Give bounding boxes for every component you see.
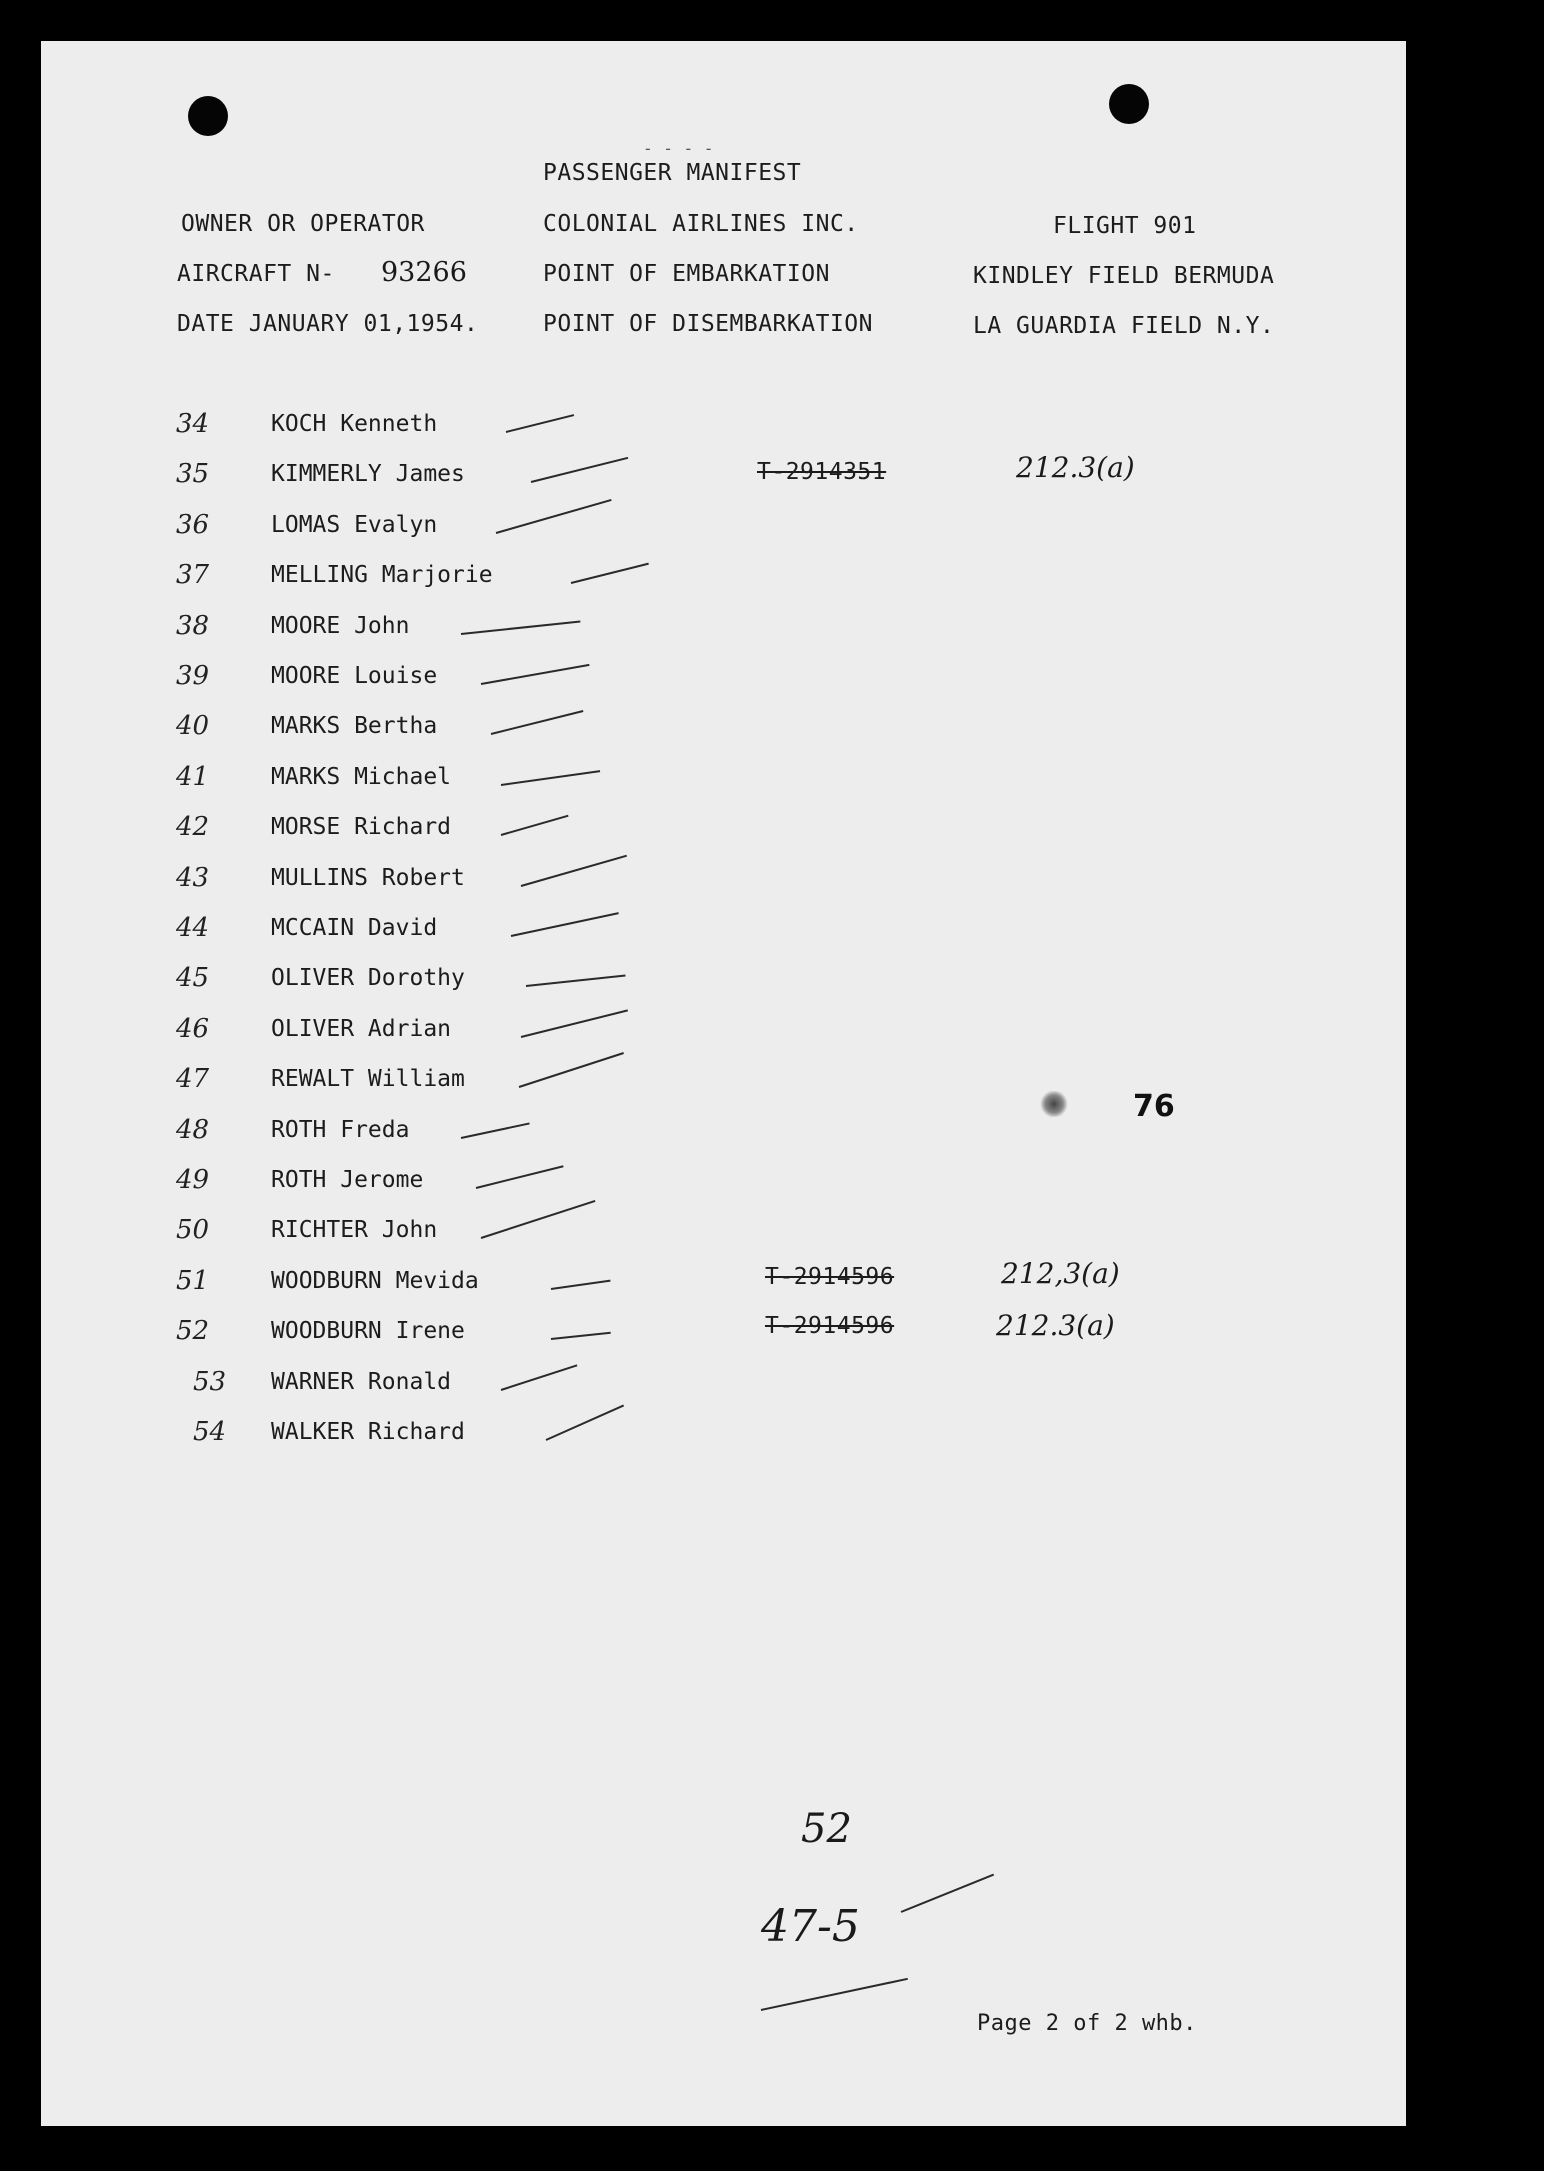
passenger-name: OLIVER Adrian [271, 1015, 452, 1042]
page-footer: Page 2 of 2 whb. [977, 2011, 1197, 2036]
passenger-name: MORSE Richard [271, 814, 452, 841]
check-mark [461, 620, 581, 635]
page-title: PASSENGER MANIFEST [543, 160, 802, 186]
punch-hole-left [188, 96, 228, 136]
check-mark [571, 563, 649, 584]
passenger-number: 52 [176, 1316, 210, 1347]
check-mark [511, 912, 619, 937]
passenger-number: 50 [176, 1215, 210, 1246]
pencil-stroke [901, 1874, 994, 1913]
passenger-row [41, 913, 1341, 953]
manifest-page [41, 41, 1406, 2126]
stamp-smudge [1039, 1091, 1069, 1117]
check-mark [481, 664, 590, 685]
check-mark [501, 815, 569, 836]
regulation-code: 212.3(a) [1016, 451, 1135, 484]
check-mark [521, 1009, 628, 1038]
check-mark [506, 414, 574, 433]
passenger-name: LOMAS Evalyn [271, 511, 438, 538]
passenger-number: 37 [176, 560, 210, 591]
passenger-name: MOORE John [271, 612, 410, 639]
passenger-number: 36 [176, 509, 210, 540]
passenger-row [41, 711, 1341, 751]
passenger-row [41, 1014, 1341, 1054]
disembarkation-value: LA GUARDIA FIELD N.Y. [973, 313, 1275, 339]
passenger-number: 39 [176, 661, 210, 691]
passenger-name: OLIVER Dorothy [271, 965, 465, 992]
ticket-number: T-2914351 [757, 459, 887, 485]
passenger-row [41, 812, 1341, 852]
passenger-number: 49 [176, 1165, 210, 1195]
aircraft-label: AIRCRAFT N- [177, 261, 335, 287]
passenger-row [41, 1417, 1341, 1457]
check-mark [501, 1364, 578, 1391]
passenger-row [41, 1266, 1341, 1306]
check-mark [526, 975, 626, 987]
check-mark [551, 1279, 611, 1289]
passenger-number: 41 [176, 761, 210, 792]
passenger-row [41, 963, 1341, 1003]
passenger-number: 44 [176, 913, 210, 943]
owner-label: OWNER OR OPERATOR [181, 211, 425, 237]
embarkation-value: KINDLEY FIELD BERMUDA [973, 263, 1275, 289]
date-label: DATE JANUARY 01,1954. [177, 311, 479, 337]
punch-hole-right [1109, 84, 1149, 124]
passenger-name: MARKS Michael [271, 763, 452, 790]
check-mark [546, 1405, 624, 1441]
passenger-name: ROTH Jerome [271, 1167, 424, 1193]
passenger-number: 48 [176, 1114, 210, 1145]
aircraft-number: 93266 [381, 257, 467, 288]
flight-number: FLIGHT 901 [1053, 213, 1197, 239]
passenger-number: 34 [176, 409, 210, 439]
passenger-name: MARKS Bertha [271, 713, 438, 740]
tally-total: 52 [801, 1806, 852, 1852]
passenger-number: 46 [176, 1013, 210, 1044]
check-mark [476, 1165, 564, 1189]
passenger-number: 43 [176, 862, 210, 893]
check-mark [551, 1332, 611, 1340]
check-mark [461, 1122, 530, 1139]
regulation-code: 212,3(a) [1001, 1257, 1120, 1290]
passenger-row [41, 661, 1341, 701]
passenger-name: MELLING Marjorie [271, 562, 493, 589]
check-mark [481, 1200, 596, 1239]
passenger-number: 42 [176, 812, 210, 843]
tally-breakdown: 47-5 [761, 1901, 860, 1952]
title-dots: - - - - [643, 139, 714, 158]
regulation-code: 212.3(a) [996, 1309, 1115, 1342]
passenger-name: WARNER Ronald [271, 1368, 452, 1395]
passenger-name: KOCH Kenneth [271, 411, 438, 437]
passenger-row [41, 1367, 1341, 1407]
embarkation-label: POINT OF EMBARKATION [543, 261, 830, 287]
passenger-row [41, 1215, 1341, 1255]
passenger-row [41, 863, 1341, 903]
passenger-number: 35 [176, 459, 210, 490]
ticket-number: T-2914596 [765, 1264, 895, 1290]
check-mark [521, 854, 627, 886]
passenger-row [41, 611, 1341, 651]
passenger-row [41, 510, 1341, 550]
passenger-row [41, 1316, 1341, 1356]
passenger-name: WALKER Richard [271, 1419, 465, 1445]
passenger-name: WOODBURN Irene [271, 1318, 465, 1345]
side-mark: 76 [1133, 1089, 1175, 1124]
passenger-number: 51 [176, 1265, 210, 1296]
passenger-name: MOORE Louise [271, 663, 438, 689]
passenger-name: MCCAIN David [271, 915, 438, 941]
passenger-name: MULLINS Robert [271, 864, 465, 891]
passenger-number: 40 [176, 711, 210, 742]
check-mark [519, 1052, 624, 1088]
passenger-row [41, 459, 1341, 499]
check-mark [496, 499, 612, 534]
passenger-number: 54 [193, 1417, 227, 1447]
passenger-row [41, 1165, 1341, 1205]
passenger-name: WOODBURN Mevida [271, 1267, 479, 1294]
passenger-name: ROTH Freda [271, 1116, 410, 1143]
passenger-number: 47 [176, 1064, 210, 1095]
passenger-number: 53 [193, 1366, 227, 1397]
check-mark [491, 710, 584, 735]
passenger-number: 45 [176, 963, 210, 994]
check-mark [531, 457, 629, 483]
ticket-number: T-2914596 [765, 1313, 895, 1339]
check-mark [501, 770, 600, 786]
passenger-number: 38 [176, 610, 210, 641]
disembarkation-label: POINT OF DISEMBARKATION [543, 311, 873, 337]
passenger-row [41, 762, 1341, 802]
passenger-name: RICHTER John [271, 1217, 438, 1244]
pencil-stroke [761, 1978, 908, 2011]
passenger-row [41, 560, 1341, 600]
passenger-row [41, 409, 1341, 449]
owner-value: COLONIAL AIRLINES INC. [543, 211, 859, 237]
passenger-name: KIMMERLY James [271, 461, 465, 488]
passenger-name: REWALT William [271, 1066, 465, 1093]
